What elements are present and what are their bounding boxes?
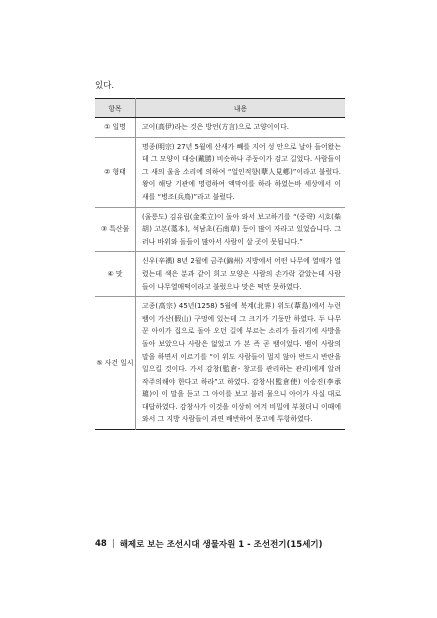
row-item-label: ① 일명 [104,122,126,131]
table-row [95,207,345,252]
row-item-label: ⑤ 사건 일시 [95,297,136,430]
header-content: 내용 [136,99,346,118]
row-content: 신우(辛禑) 8년 2월에 금주(錦州) 지방에서 어떤 나무에 열매가 열렸는데 색은 분과 같이 희고 모양은 사람의 손가락 같았는데 사람들이 나무열매떡이라고 불렀으나 맛은 떡만 못하였다. [136,252,346,297]
row-item-label: ② 형태 [95,137,136,207]
footer-separator: | [111,539,115,549]
row-content: 명종(明宗) 27년 5월에 산새가 빼를 지어 성 안으로 날아 들어왔는데 그 모양이 대승(戴勝) 비슷하나 주둥이가 검고 길었다. 사람들이 그 새의 울음 소리에 의하여 “얼인적향(孽人見鄕)”이라고 불렀다. 왕이 해당 기관에 명령하여 액막이를 하라 하였는바 세상에서 이 새를 “병조(兵鳥)”라고 불렀다. [136,137,346,207]
row-content: 고종(高宗) 45년(1258) 5월에 북계(北界) 위도(葦島)에서 누런 뱀이 가산(假山) 구멍에 있는데 그 크기가 기둥만 하였다. 두 나무꾼 아이가 집으로 돌아 오던 길에 부르는 소리가 들리기에 사방을 돌아 보았으나 사람은 없었고 가 본 즉 곧 뱀이었다. 뱀이 사람의 말을 하면서 이르기를 “이 위도 사람들이 멀지 않아 반드시 반란을 일으킬 것이다. 가서 감창(監倉- 창고를 관리하는 관리)에게 알려 작주의해야 한다고 하라”고 하였다. 감창사(監倉使) 이승진(李承璡)이 이 말을 듣고 그 아이를 보고 불러 물으니 아이가 사실 대로 대답하였다. 감창사가 이것을 이상히 여겨 비밀에 부쳤더니 이때에 와서 그 지방 사람들이 과연 배반하여 몽고에 투항하였다. [136,297,346,430]
table-row [95,297,345,430]
table-row [95,137,345,207]
content-table [95,98,345,430]
header-item: 항목 [95,99,136,118]
table-header-row [95,99,345,118]
row-item-label: ④ 맛 [95,252,136,297]
page-footer [95,538,323,550]
book-title: 해제로 보는 조선시대 생물자원 1 - 조선전기(15세기) [119,540,323,550]
page-number: 48 [95,539,107,549]
table-row [95,118,345,138]
table-row [95,252,345,297]
intro-text: 있다. [95,81,115,91]
row-content: (울릉도) 김유립(金柔立)이 돌아 와서 보고하기를 “(중략) 시호(柴胡) 고본(藁本), 석남초(石南草) 등이 많이 자라고 있었습니다. 그러나 바위와 돌들이 많아서 사람이 살 곳이 못됩니다.” [136,207,346,252]
row-content: 고이(高伊)라는 것은 방언(方言)으로 고양이이다. [136,118,346,138]
row-item-label: ③ 특산물 [95,207,136,252]
